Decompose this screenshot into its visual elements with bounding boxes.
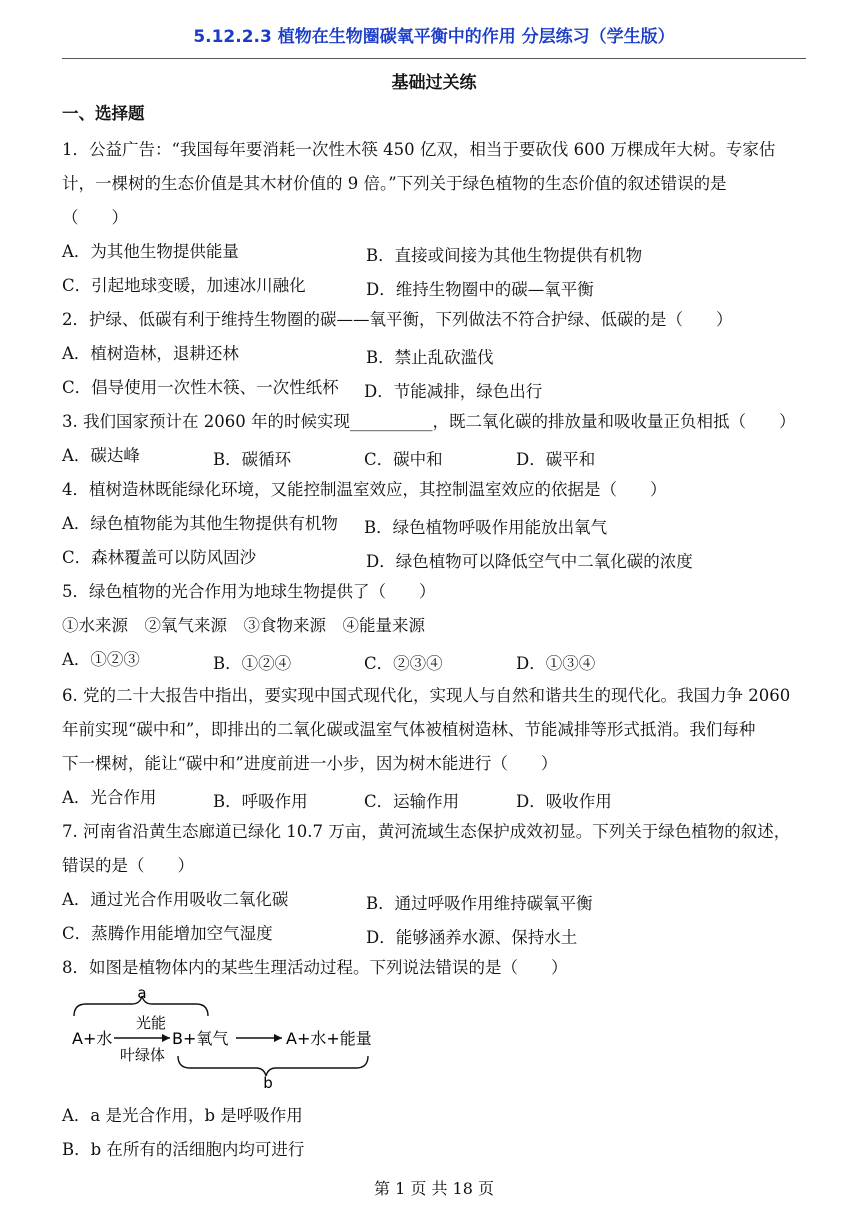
product-right: A+水+能量 [286, 1029, 372, 1048]
q2-option-a: A．植树造林，退耕还林 [62, 344, 239, 363]
header-divider [62, 58, 806, 59]
q1-option-b: B．直接或间接为其他生物提供有机物 [366, 246, 643, 265]
q1-stem-line2: 计，一棵树的生态价值是其木材价值的 9 倍。”下列关于绿色植物的生态价值的叙述错误的是 [62, 174, 727, 193]
page-footer: 第 1 页 共 18 页 [374, 1179, 494, 1198]
q2-option-c: C．倡导使用一次性木筷、一次性纸杯 [62, 378, 339, 397]
arrow-2-head [274, 1034, 282, 1042]
q7-option-c: C．蒸腾作用能增加空气湿度 [62, 924, 273, 943]
q5-option-a: A．①②③ [62, 650, 140, 669]
q6-option-a: A．光合作用 [62, 788, 157, 807]
q7-option-b: B．通过呼吸作用维持碳氧平衡 [366, 894, 593, 913]
q8-option-a: A．a 是光合作用，b 是呼吸作用 [62, 1106, 303, 1125]
q6-stem-line1: 6. 党的二十大报告中指出，要实现中国式现代化，实现人与自然和谐共生的现代化。我国力争 2060 [62, 686, 791, 705]
q1-option-c: C．引起地球变暖，加速冰川融化 [62, 276, 306, 295]
q1-option-d: D．维持生物圈中的碳—氧平衡 [366, 280, 594, 299]
q6-option-b: B．呼吸作用 [213, 792, 308, 811]
q5-option-b: B．①②④ [213, 654, 292, 673]
reactant-left: A+水 [72, 1029, 113, 1048]
q3-option-d: D．碳平和 [516, 450, 596, 469]
q5-items: ①水来源 ②氧气来源 ③食物来源 ④能量来源 [62, 616, 425, 635]
arrow-1-head [162, 1034, 170, 1042]
q2-option-d: D．节能减排，绿色出行 [364, 382, 543, 401]
q4-stem: 4．植树造林既能绿化环境，又能控制温室效应，其控制温室效应的依据是（ ） [62, 480, 667, 499]
q8-option-b: B．b 在所有的活细胞内均可进行 [62, 1140, 305, 1159]
page-title: 基础过关练 [391, 73, 477, 93]
label-b: b [263, 1074, 273, 1090]
q4-option-b: B．绿色植物呼吸作用能放出氧气 [364, 518, 608, 537]
q6-option-c: C．运输作用 [364, 792, 460, 811]
document-header: 5.12.2.3 植物在生物圈碳氧平衡中的作用 分层练习（学生版） [193, 27, 675, 47]
arrow-bottom-label: 叶绿体 [120, 1046, 166, 1064]
q7-stem-line2: 错误的是（ ） [62, 856, 194, 875]
arrow-top-label: 光能 [136, 1014, 167, 1032]
q2-stem: 2．护绿、低碳有利于维持生物圈的碳——氧平衡，下列做法不符合护绿、低碳的是（ ） [62, 310, 733, 329]
q6-stem-line2: 年前实现“碳中和”，即排出的二氧化碳或温室气体被植树造林、节能减排等形式抵消。我们每种 [62, 720, 756, 739]
q5-option-d: D．①③④ [516, 654, 596, 673]
q1-stem-line3: （ ） [62, 208, 128, 227]
q5-option-c: C．②③④ [364, 654, 443, 673]
q7-option-d: D．能够涵养水源、保持水土 [366, 928, 578, 947]
q8-stem: 8．如图是植物体内的某些生理活动过程。下列说法错误的是（ ） [62, 958, 568, 977]
q1-option-a: A．为其他生物提供能量 [62, 242, 239, 261]
q3-option-a: A．碳达峰 [62, 446, 140, 465]
q2-option-b: B．禁止乱砍滥伐 [366, 348, 494, 367]
q3-option-c: C．碳中和 [364, 450, 443, 469]
q1-stem-line1: 1．公益广告：“我国每年要消耗一次性木筷 450 亿双，相当于要砍伐 600 万棵成年大树。专家估 [62, 140, 776, 159]
q4-option-d: D．绿色植物可以降低空气中二氧化碳的浓度 [366, 552, 693, 571]
brace-b [178, 1056, 368, 1076]
q3-option-b: B．碳循环 [213, 450, 292, 469]
section-heading: 一、选择题 [62, 104, 145, 123]
label-a: a [137, 986, 147, 1002]
q4-option-c: C．森林覆盖可以防风固沙 [62, 548, 257, 567]
q5-stem: 5．绿色植物的光合作用为地球生物提供了（ ） [62, 582, 436, 601]
q7-stem-line1: 7. 河南省沿黄生态廊道已绿化 10.7 万亩，黄河流域生态保护成效初显。下列关于绿色植物的叙述， [62, 822, 791, 841]
q6-option-d: D．吸收作用 [516, 792, 612, 811]
q3-stem: 3. 我们国家预计在 2060 年的时候实现__________，既二氧化碳的排放量和吸收量正负相抵（ ） [62, 412, 796, 431]
q4-option-a: A．绿色植物能为其他生物提供有机物 [62, 514, 338, 533]
q7-option-a: A．通过光合作用吸收二氧化碳 [62, 890, 289, 909]
physiology-diagram [66, 986, 386, 1090]
product-middle: B+氧气 [172, 1029, 229, 1048]
q6-stem-line3: 下一棵树，能让“碳中和”进度前进一小步，因为树木能进行（ ） [62, 754, 558, 773]
